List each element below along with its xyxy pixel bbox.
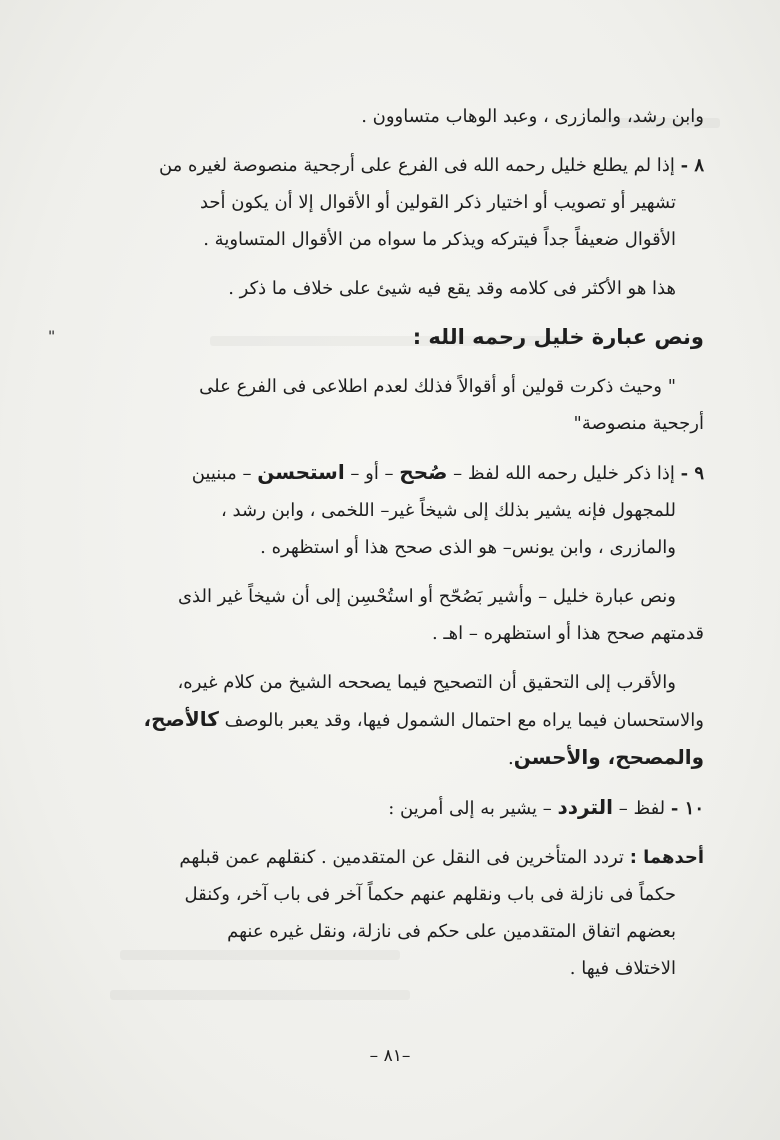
quote-line-1: " وحيث ذكرت قولين أو أقوالاً فذلك لعدم اطلاعى فى الفرع على bbox=[199, 376, 676, 397]
paragraph-end: . bbox=[508, 748, 514, 769]
paragraph-line-2-text: والاستحسان فيما يراه مع احتمال الشمول فيها، وقد يعبر بالوصف bbox=[224, 710, 704, 731]
item-9-line-1 bbox=[76, 454, 704, 492]
heading-text: ونص عبارة خليل رحمه الله : bbox=[412, 325, 704, 349]
item-8-line-1 bbox=[76, 147, 704, 184]
first-matter-label: أحدهما : bbox=[629, 847, 704, 868]
item-9-term-2: استحسن bbox=[257, 460, 345, 484]
section-heading bbox=[48, 319, 704, 356]
paragraph-bold-term: كالأصح، bbox=[143, 707, 219, 731]
item-10-after: – يشير به إلى أمرين : bbox=[388, 798, 552, 819]
quote-line-2: أرجحية منصوصة" bbox=[573, 413, 704, 434]
item-8-text: إذا لم يطلع خليل رحمه الله فى الفرع على أرجحية منصوصة لغيره من bbox=[158, 155, 675, 176]
paragraph-line-2 bbox=[76, 701, 704, 739]
item-9-number: ٩ - bbox=[680, 463, 704, 484]
first-matter-line-3: بعضهم اتفاق المتقدمين على حكم فى نازلة، ونقل غيره عنهم bbox=[227, 921, 676, 942]
item-10-number: ١٠ - bbox=[670, 798, 704, 819]
item-10-before: لفظ – bbox=[618, 798, 666, 819]
page-number: –٨١ – bbox=[369, 1046, 411, 1066]
first-matter-text: تردد المتأخرين فى النقل عن المتقدمين . كنقلهم عمن قبلهم bbox=[179, 847, 624, 868]
item-10-line bbox=[76, 789, 704, 827]
paragraph-line-3 bbox=[76, 739, 704, 777]
intro-line: وابن رشد، والمازرى ، وعبد الوهاب متساوون . bbox=[361, 106, 704, 127]
item-8-note: هذا هو الأكثر فى كلامه وقد يقع فيه شيئ على خلاف ما ذكر . bbox=[228, 278, 676, 299]
first-matter-line-2: حكماً فى نازلة فى باب ونقلهم عنهم حكماً آخر فى باب آخر، وكنقل bbox=[184, 884, 676, 905]
item-9-text-before: إذا ذكر خليل رحمه الله لفظ – bbox=[453, 463, 675, 484]
item-10-term: التردد bbox=[557, 795, 614, 819]
first-matter-line-1 bbox=[76, 839, 704, 876]
first-matter-line-4: الاختلاف فيها . bbox=[569, 958, 676, 979]
item-9-text-after: – مبنيين bbox=[191, 463, 252, 484]
paragraph-line-1: والأقرب إلى التحقيق أن التصحيح فيما يصححه الشيخ من كلام غيره، bbox=[177, 672, 676, 693]
item-8-number: ٨ - bbox=[680, 155, 704, 176]
page-body bbox=[48, 98, 704, 987]
paragraph-bold-terms: والمصحح، والأحسن bbox=[513, 745, 704, 769]
item-9-line-2: للمجهول فإنه يشير بذلك إلى شيخاً غير– اللخمى ، وابن رشد ، bbox=[221, 500, 676, 521]
item-8-line-2: تشهير أو تصويب أو اختيار ذكر القولين أو الأقوال إلا أن يكون أحد bbox=[199, 192, 676, 213]
item-9-quote-line-1: ونص عبارة خليل – وأشير بَصُحّح أو استُحْسِن إلى أن شيخاً غير الذى bbox=[177, 586, 676, 607]
item-9-term-1: صُحح bbox=[399, 460, 448, 484]
item-9-separator: – أو – bbox=[350, 463, 394, 484]
item-9-quote-line-2: قدمتهم صحح هذا أو استظهره – اهـ . bbox=[431, 623, 704, 644]
item-8-line-3: الأقوال ضعيفاً جداً فيتركه ويذكر ما سواه من الأقوال المتساوية . bbox=[203, 229, 676, 250]
bleed-through-mark bbox=[110, 990, 410, 1000]
heading-margin-mark: " bbox=[48, 329, 56, 345]
item-9-line-3: والمازرى ، وابن يونس– هو الذى صحح هذا أو استظهره . bbox=[260, 537, 676, 558]
